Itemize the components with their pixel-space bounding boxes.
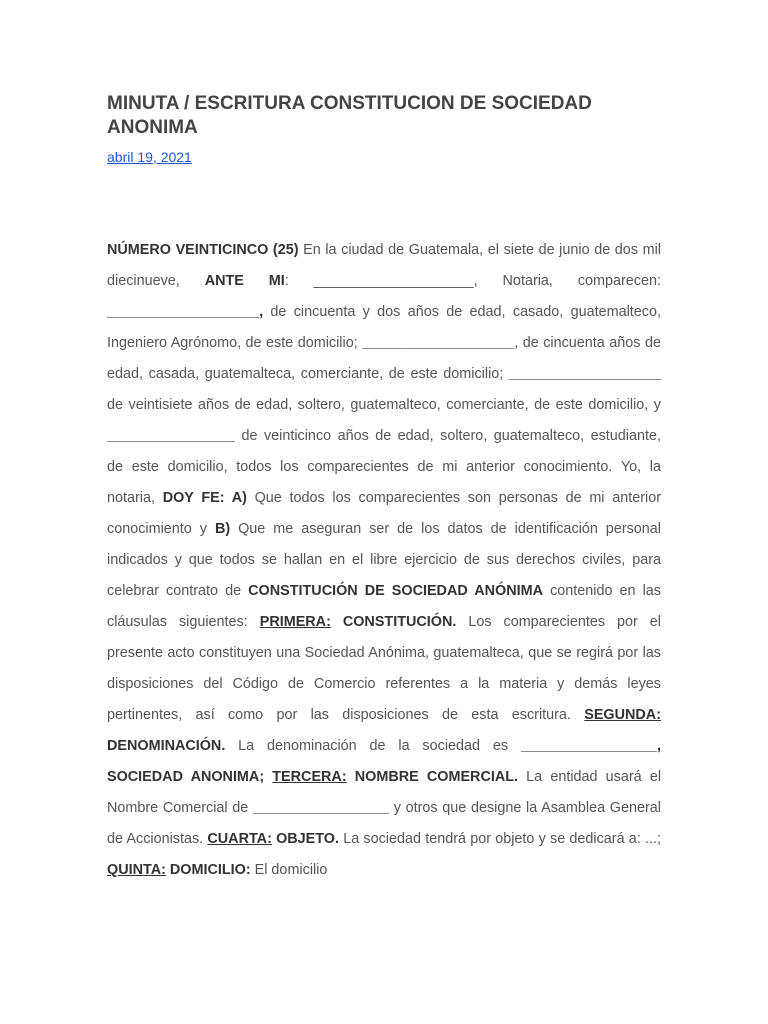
text-segment: Que todos los comparecientes son personas de mi anterior conocimiento y xyxy=(107,490,661,537)
text-segment: contenido en las cláusulas siguientes: xyxy=(107,583,661,630)
text-segment: : ____________________, Notaria, comparecen: xyxy=(284,273,661,289)
text-segment xyxy=(331,614,343,630)
bold-text-segment: CONSTITUCIÓN DE SOCIEDAD ANÓNIMA xyxy=(248,583,544,599)
text-segment: y otros que designe la Asamblea General de Accionistas. xyxy=(107,800,661,847)
bold-text-segment: NOMBRE COMERCIAL. xyxy=(354,769,519,785)
bold-text-segment: _________________, SOCIEDAD ANONIMA; xyxy=(107,738,661,785)
bold-text-segment: ___________________ xyxy=(362,335,515,351)
text-segment xyxy=(347,769,355,785)
bold-text-segment: DOMICILIO: xyxy=(169,862,251,878)
text-segment: Que me aseguran ser de los datos de identificación personal indicados y que todos se hallan en el libre ejercicio de sus derechos civiles, para celebrar contrato de xyxy=(107,521,662,599)
text-segment: Los comparecientes por el presente acto constituyen una Sociedad Anónima, guatemalteca, que se regirá por las disposiciones del Código de Comercio referentes a la materia y demás leyes pertinentes, así como por las disposiciones de esta escritura. xyxy=(107,614,662,723)
document-title: MINUTA / ESCRITURA CONSTITUCION DE SOCIEDAD ANONIMA xyxy=(107,93,592,138)
text-segment: de cincuenta y dos años de edad, casado, guatemalteco, Ingeniero Agrónomo, de este domicilio; xyxy=(107,304,661,351)
text-segment: El domicilio xyxy=(250,862,328,878)
clause-heading: SEGUNDA: xyxy=(584,707,661,723)
clause-heading: PRIMERA: xyxy=(259,614,331,630)
bold-text-segment: CONSTITUCIÓN. xyxy=(342,614,457,630)
clause-heading: QUINTA: xyxy=(107,862,166,878)
post-date-link[interactable]: abril 19, 2021 xyxy=(107,149,192,165)
bold-text-segment: ________________ xyxy=(107,428,236,444)
bold-text-segment: _________________ xyxy=(253,800,390,816)
bold-text-segment: DOY FE: A) xyxy=(162,490,247,506)
bold-text-segment: ___________________, xyxy=(107,304,264,320)
clause-heading: TERCERA: xyxy=(272,769,347,785)
bold-text-segment: NÚMERO VEINTICINCO (25) xyxy=(107,242,299,258)
text-segment: La denominación de la sociedad es xyxy=(225,738,521,754)
bold-text-segment: ANTE MI xyxy=(204,273,285,289)
text-segment: La sociedad tendrá por objeto y se dedicará a: ...; xyxy=(339,831,661,847)
bold-text-segment: OBJETO. xyxy=(276,831,339,847)
text-segment: La entidad usará el Nombre Comercial de xyxy=(107,769,662,816)
document-body xyxy=(107,235,661,886)
bold-text-segment: ___________________ xyxy=(508,366,661,382)
text-segment: , de cincuenta años de edad, casada, guatemalteca, comerciante, de este domicilio; xyxy=(107,335,661,382)
bold-text-segment: DENOMINACIÓN. xyxy=(107,738,226,754)
text-segment: En la ciudad de Guatemala, el siete de junio de dos mil diecinueve, xyxy=(107,242,661,289)
clause-heading: CUARTA: xyxy=(207,831,272,847)
text-segment: de veinticinco años de edad, soltero, guatemalteco, estudiante, de este domicilio, todos los comparecientes de mi anterior conocimiento. Yo, la notaria, xyxy=(107,428,661,506)
bold-text-segment: B) xyxy=(214,521,231,537)
text-segment: de veintisiete años de edad, soltero, guatemalteco, comerciante, de este domicilio, y xyxy=(107,397,661,413)
